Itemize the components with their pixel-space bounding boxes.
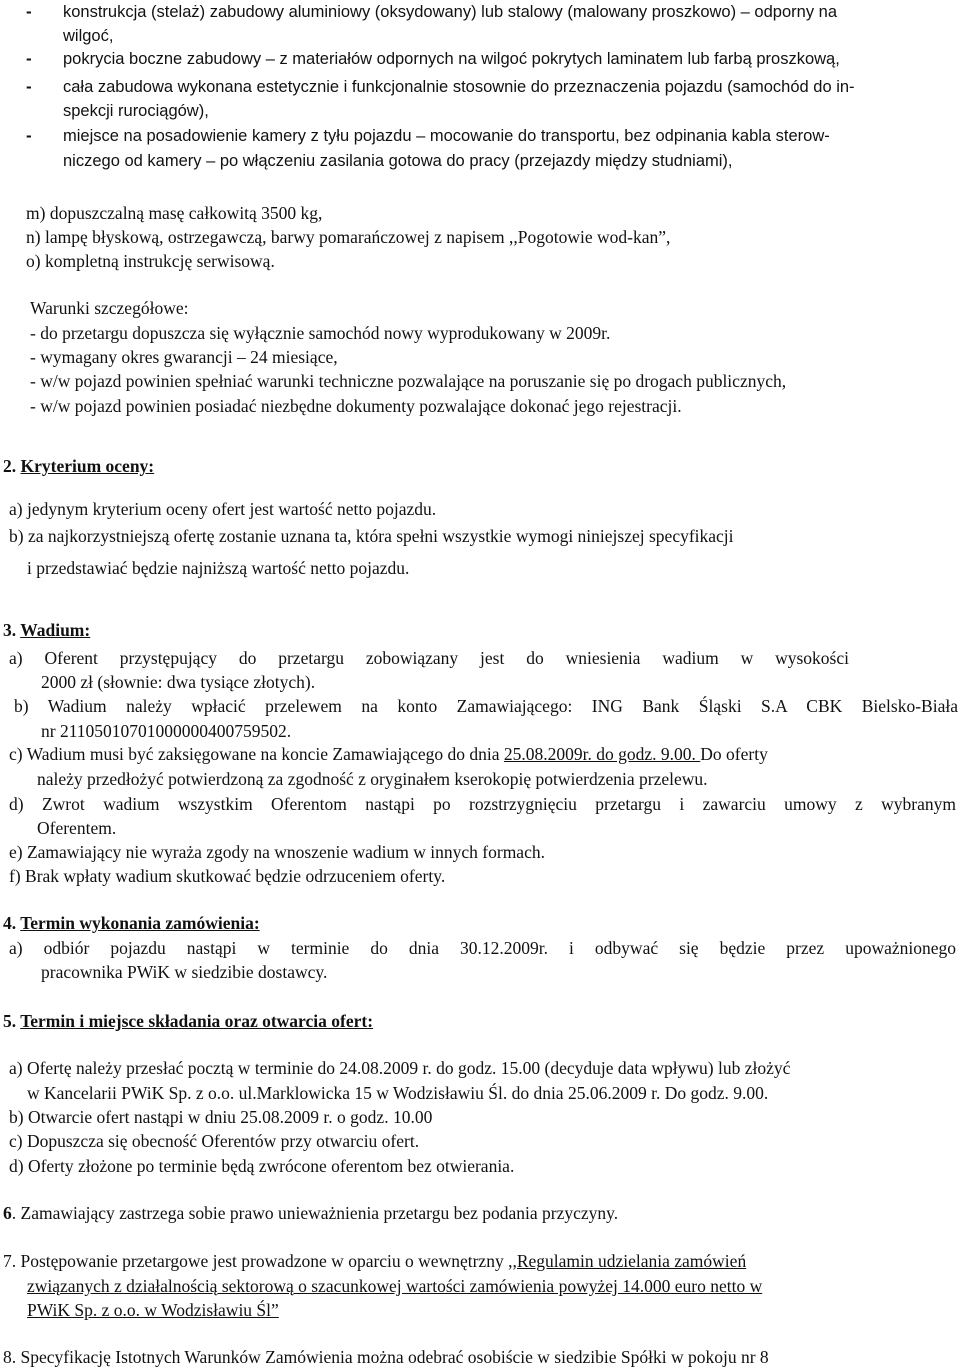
section-number: 3.: [3, 620, 21, 640]
section-7-text: 7. Postępowanie przetargowe jest prowadzone w oparciu o wewnętrzny: [3, 1251, 509, 1271]
s3-item-c-deadline: 25.08.2009r. do godz. 9.00.: [503, 744, 701, 764]
bullet-2-line-1: pokrycia boczne zabudowy – z materiałów odpornych na wilgoć pokrytych laminatem lub farbą proszkową,: [63, 50, 840, 68]
section-4-heading: [3, 912, 260, 934]
section-7-line-2: związanych z działalnością sektorową o szacunkowej wartości zamówienia powyżej 14.000 euro netto w: [27, 1276, 763, 1296]
s5-item-a-line-2: w Kancelarii PWiK Sp. z o.o. ul.Marklowicka 15 w Wodzisławiu Śl. do dnia 25.06.2009 r. Do godz. 9.00.: [27, 1083, 769, 1103]
section-title: Termin i miejsce składania oraz otwarcia ofert:: [20, 1011, 374, 1031]
bullet-dash: -: [26, 2, 32, 21]
section-number: 5.: [3, 1011, 21, 1031]
section-2-heading: [3, 455, 154, 477]
s5-item-a-line-1: a) Ofertę należy przesłać pocztą w terminie do 24.08.2009 r. do godz. 15.00 (decyduje data wpływu) lub złożyć: [9, 1058, 791, 1078]
s2-item-b-line-1: b) za najkorzystniejszą ofertę zostanie uznana ta, która spełni wszystkie wymogi niniejszej specyfikacji: [9, 526, 734, 546]
section-3-heading: [3, 619, 90, 641]
s5-item-c: c) Dopuszcza się obecność Oferentów przy otwarciu ofert.: [9, 1131, 420, 1151]
s3-item-d-line-2: Oferentem.: [37, 818, 117, 838]
section-number: 2.: [3, 456, 21, 476]
s2-item-a: a) jedynym kryterium oceny ofert jest wartość netto pojazdu.: [9, 499, 437, 519]
s5-item-d: d) Oferty złożone po terminie będą zwrócone oferentom bez otwierania.: [9, 1156, 515, 1176]
section-6: [3, 1202, 618, 1224]
s3-item-c-line-1: [9, 743, 768, 765]
section-title: Kryterium oceny:: [20, 456, 155, 476]
warunki-heading: Warunki szczegółowe:: [30, 298, 189, 318]
s3-item-d-line-1: d) Zwrot wadium wszystkim Oferentom nastąpi po rozstrzygnięciu przetargu i zawarciu umowy z wybranym: [9, 794, 956, 814]
bullet-3-line-2: spekcji rurociągów),: [63, 102, 209, 120]
s4-item-a-line-1: a) odbiór pojazdu nastąpi w terminie do dnia 30.12.2009r. i odbywać się będzie przez upoważnionego: [9, 938, 956, 958]
s5-item-b: b) Otwarcie ofert nastąpi w dniu 25.08.2009 r. o godz. 10.00: [9, 1107, 433, 1127]
bullet-1-line-1: konstrukcja (stelaż) zabudowy aluminiowy (oksydowany) lub stalowy (malowany proszkowo) – odporny na: [63, 3, 838, 21]
s3-item-c-text: c) Wadium musi być zaksięgowane na koncie Zamawiającego do dnia: [9, 744, 504, 764]
s3-item-b-line-1: b) Wadium należy wpłacić przelewem na konto Zamawiającego: ING Bank Śląski S.A CBK Bielsko-Biała: [14, 696, 958, 716]
bullet-4-line-1: miejsce na posadowienie kamery z tyłu pojazdu – mocowanie do transportu, bez odpinania kabla sterow-: [63, 127, 830, 145]
s2-item-b-line-2: i przedstawiać będzie najniższą wartość netto pojazdu.: [27, 558, 410, 578]
section-number: 6: [3, 1203, 12, 1223]
s3-item-c-text-end: Do oferty: [700, 744, 768, 764]
s3-item-a-line-1: a) Oferent przystępujący do przetargu zobowiązany jest do wniesienia wadium w wysokości: [9, 648, 849, 668]
section-5-heading: [3, 1010, 373, 1032]
bullet-4-line-2: niczego od kamery – po włączeniu zasilania gotowa do pracy (przejazdy między studniami),: [63, 152, 733, 170]
section-title: Wadium:: [20, 620, 91, 640]
section-8: 8. Specyfikację Istotnych Warunków Zamówienia można odebrać osobiście w siedzibie Spółki w pokoju nr 8: [3, 1347, 769, 1367]
s3-item-b-line-2: nr 21105010701000000400759502.: [41, 721, 292, 741]
item-o: o) kompletną instrukcję serwisową.: [26, 251, 275, 271]
bullet-dash: -: [26, 126, 32, 145]
bullet-3-line-1: cała zabudowa wykonana estetycznie i funkcjonalnie stosownie do przeznaczenia pojazdu (samochód do in-: [63, 78, 855, 96]
s3-item-c-line-2: należy przedłożyć potwierdzoną za zgodność z oryginałem kserokopię potwierdzenia przelewu.: [37, 769, 708, 789]
s3-item-f: f) Brak wpłaty wadium skutkować będzie odrzuceniem oferty.: [9, 866, 446, 886]
item-m: m) dopuszczalną masę całkowitą 3500 kg,: [26, 203, 323, 223]
warunki-item: - w/w pojazd powinien posiadać niezbędne dokumenty pozwalające dokonać jego rejestracji.: [30, 396, 682, 416]
warunki-item: - w/w pojazd powinien spełniać warunki techniczne pozwalające na poruszanie się po drogach publicznych,: [30, 371, 787, 391]
section-7-line-3: PWiK Sp. z o.o. w Wodzisławiu Śl”: [27, 1300, 279, 1320]
bullet-1-line-2: wilgoć,: [63, 27, 114, 45]
section-7-line-1: [3, 1250, 746, 1272]
warunki-item: - do przetargu dopuszcza się wyłącznie samochód nowy wyprodukowany w 2009r.: [30, 323, 611, 343]
s3-item-a-line-2: 2000 zł (słownie: dwa tysiące złotych).: [41, 672, 316, 692]
s4-item-a-line-2: pracownika PWiK w siedzibie dostawcy.: [41, 962, 328, 982]
regulation-title: ,,Regulamin udzielania zamówień: [508, 1251, 747, 1271]
bullet-dash: -: [26, 77, 32, 96]
item-n: n) lampę błyskową, ostrzegawczą, barwy pomarańczowej z napisem ,,Pogotowie wod-kan”,: [26, 227, 671, 247]
s3-item-e: e) Zamawiający nie wyraża zgody na wnoszenie wadium w innych formach.: [9, 842, 545, 862]
section-number: 4.: [3, 913, 21, 933]
bullet-dash: -: [26, 49, 32, 68]
section-title: Termin wykonania zamówienia:: [20, 913, 260, 933]
section-6-text: . Zamawiający zastrzega sobie prawo unieważnienia przetargu bez podania przyczyny.: [11, 1203, 619, 1223]
warunki-item: - wymagany okres gwarancji – 24 miesiące,: [30, 347, 338, 367]
